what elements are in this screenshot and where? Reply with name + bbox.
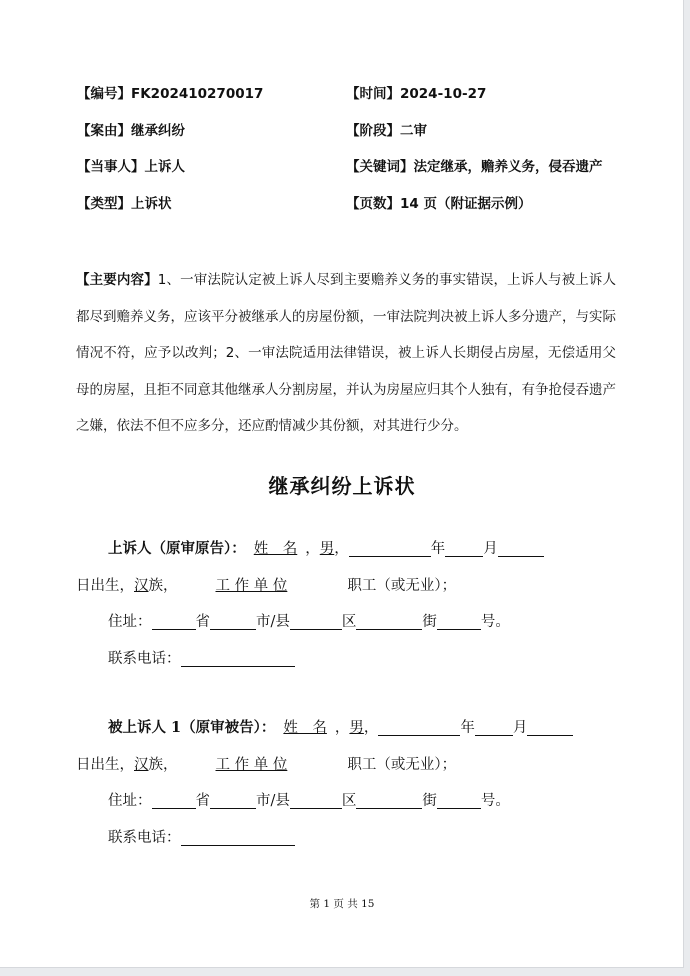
appellant-born-label: 日出生， [76,577,134,594]
appellant-birth-month-blank [445,539,483,557]
case-metadata [77,82,637,228]
appellant-address-line [76,604,616,641]
appellant-district-blank [290,612,342,630]
appellant-district-label: 区 [341,614,357,630]
appellant-birth-day-blank [498,539,544,557]
appellant-phone-label: 联系电话： [108,650,181,667]
appellee-year-label: 年 [460,720,475,736]
appellant-province-blank [152,612,196,630]
meta-type: 【类型】上诉状 [77,195,172,212]
appellant-province-label: 省 [195,614,210,630]
appellee-district-label: 区 [341,793,357,809]
meta-row [77,119,637,156]
appellee-phone-line [76,820,616,857]
appellee-phone-label: 联系电话： [108,829,181,846]
appellee-ethnic-suffix: 族， [148,756,178,773]
appellant-block [76,531,616,677]
appellee-heading: 被上诉人 1（原审被告）： [108,719,276,736]
appellant-ethnic: 汉 [134,577,149,594]
appellant-heading: 上诉人（原审原告）： [108,540,246,557]
appellee-line-2 [76,747,616,784]
meta-cause: 【案由】继承纠纷 [77,122,185,139]
appellee-ethnic: 汉 [134,756,149,773]
appellant-city-label: 市/县 [256,614,290,630]
appellee-city-blank [210,791,256,809]
appellant-address-label: 住址： [108,614,152,630]
appellee-birth-month-blank [475,718,513,736]
meta-number: 【编号】FK202410270017 [77,86,264,102]
appellee-work-unit: 工 作 单 位 [215,756,288,773]
meta-row [77,82,637,119]
appellant-month-label: 月 [483,541,498,557]
appellee-gender: 男 [349,720,364,736]
appellant-street-blank [356,612,422,630]
appellee-province-blank [152,791,196,809]
page-footer: 第 1 页 共 15 [309,898,375,910]
main-content-summary [76,262,616,445]
appellee-address-label: 住址： [108,793,152,809]
appellee-phone-blank [181,828,295,846]
meta-keywords: 【关键词】法定继承，赡养义务，侵吞遗产 [346,159,603,175]
appellant-line-1: 上诉人（原审原告）： 姓 名 ，男， 年 月 [76,531,616,568]
appellant-number-blank [437,612,481,630]
appellant-birth-year-blank [349,539,431,557]
appellee-born-label: 日出生， [76,756,134,773]
meta-row [77,155,637,192]
appellant-city-blank [210,612,256,630]
appellee-number-blank [437,791,481,809]
meta-party: 【当事人】上诉人 [77,159,185,175]
appellee-city-label: 市/县 [256,793,290,809]
appellee-name: 姓 名 [283,720,327,736]
appellant-job: 职工（或无业）； [347,577,457,594]
appellant-year-label: 年 [430,541,446,557]
appellant-number-label: 号。 [480,614,510,630]
appellee-street-label: 街 [422,793,437,809]
meta-stage: 【阶段】二审 [346,122,427,139]
appellee-birth-year-blank [378,718,460,736]
meta-time: 【时间】2024-10-27 [346,86,487,102]
meta-pages: 【页数】14 页（附证据示例） [346,195,532,212]
appellee-birth-day-blank [527,718,573,736]
appellee-block [76,710,616,856]
appellant-street-label: 街 [422,614,437,630]
appellant-line-2 [76,568,616,605]
appellee-district-blank [290,791,342,809]
summary-label: 【主要内容】 [76,272,158,288]
summary-text: 1、一审法院认定被上诉人尽到主要赡养义务的事实错误，上诉人与被上诉人都尽到赡养义务，应该平分被继承人的房屋份额，一审法院判决被上诉人多分遗产，与实际情况不符，应予以改判；2、一审法院适用法律错误，被上诉人长期侵占房屋，无偿适用父母的房屋，且拒不同意其他继承人分割房屋，并认为房屋应归其个人独有，有争抢侵吞遗产之嫌，依法不但不应多分，还应酌情减少其份额，对其进行少分。 [76,272,617,434]
appellee-address-line [76,783,616,820]
appellee-month-label: 月 [512,720,528,736]
appellant-phone-line [76,641,616,678]
meta-row [77,192,637,229]
document-title: 继承纠纷上诉状 [268,474,416,498]
appellee-line-1: 被上诉人 1（原审被告）： 姓 名 ，男， 年 月 [76,710,616,747]
appellant-phone-blank [181,649,295,667]
appellant-work-unit: 工 作 单 位 [215,577,288,594]
appellee-job: 职工（或无业）； [347,756,457,773]
appellee-number-label: 号。 [480,793,510,809]
appellee-province-label: 省 [195,793,210,809]
appellee-street-blank [356,791,422,809]
appellant-gender: 男 [319,541,335,557]
appellant-name: 姓 名 [253,541,298,557]
appellant-ethnic-suffix: 族， [148,577,178,594]
